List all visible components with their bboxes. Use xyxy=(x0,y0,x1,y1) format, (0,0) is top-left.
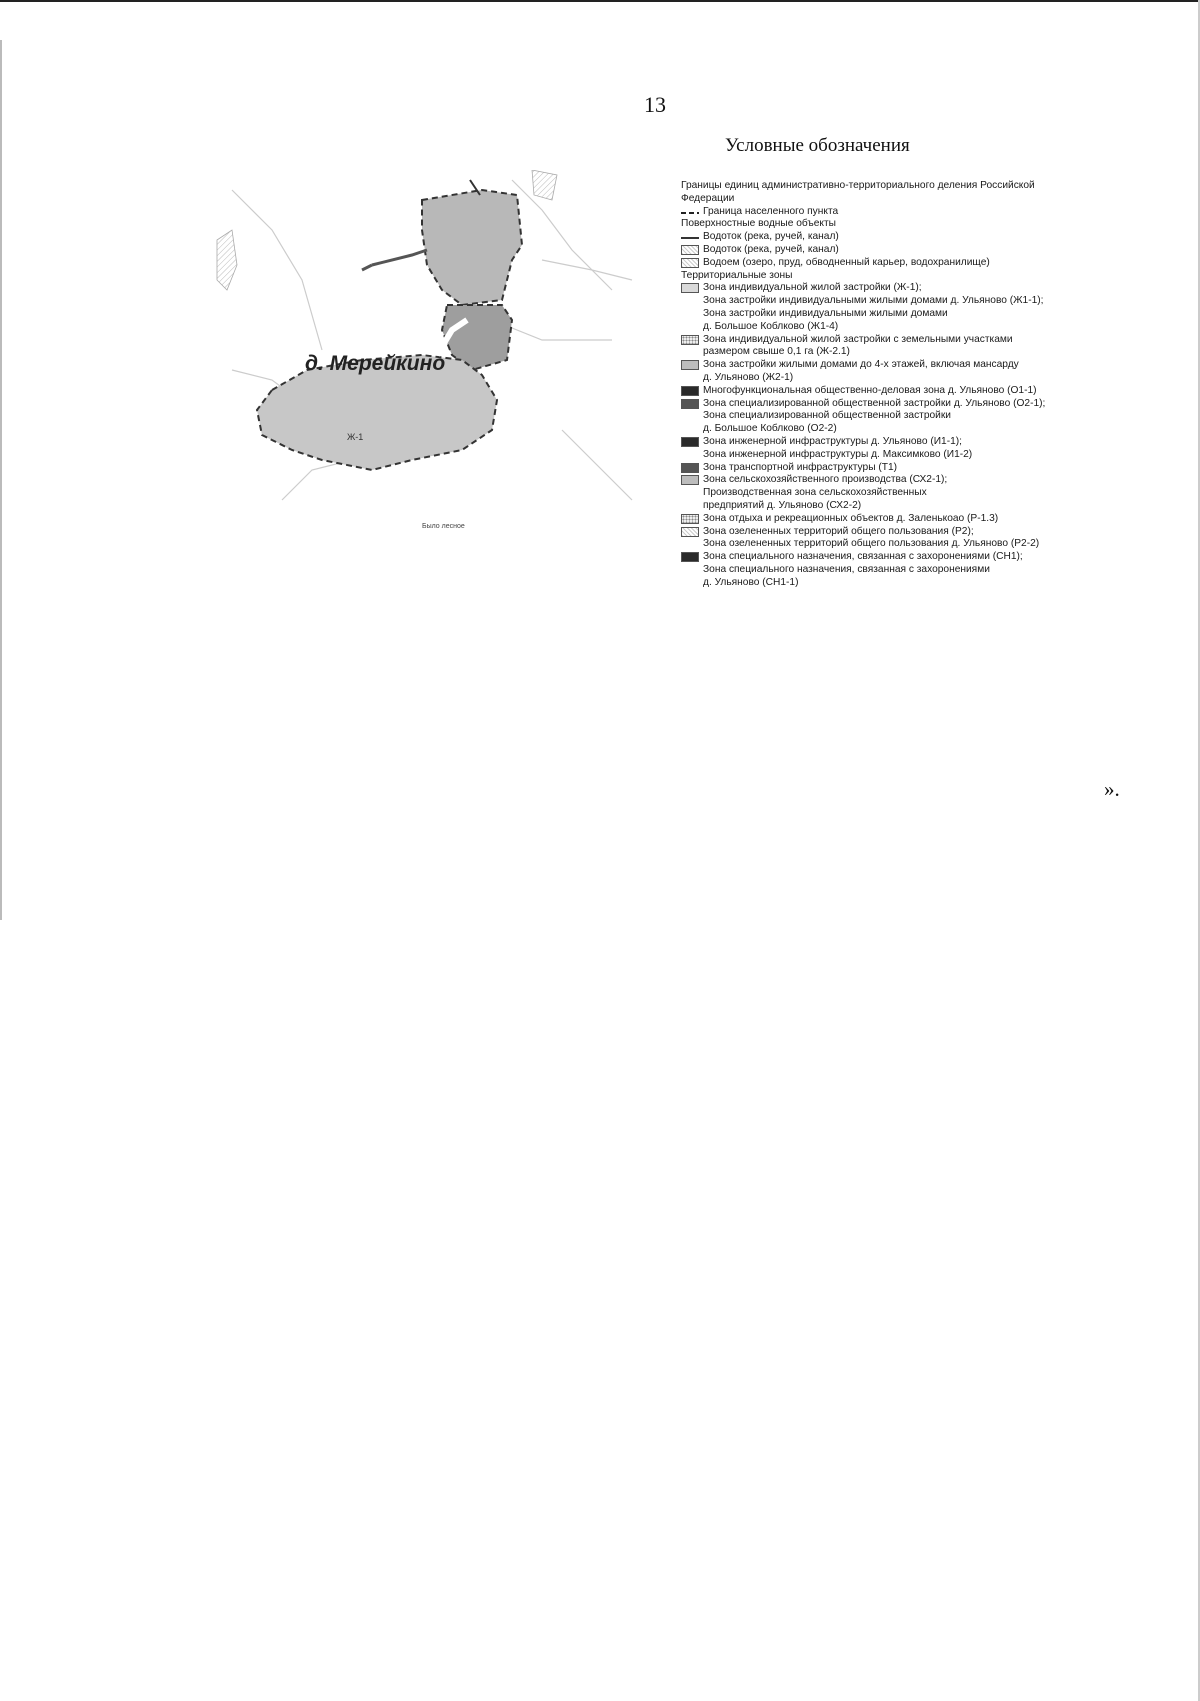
legend-item xyxy=(681,359,1081,372)
legend-swatch xyxy=(681,552,699,562)
legend-title: Условные обозначения xyxy=(725,135,910,156)
legend-item-label: Зона специального назначения, связанная с захоронениями (СН1); xyxy=(703,551,1023,563)
legend-item xyxy=(681,308,1081,321)
legend-item xyxy=(681,551,1081,564)
legend-item-label: Зона транспортной инфраструктуры (Т1) xyxy=(703,461,898,473)
legend-item-label: Водоем (озеро, пруд, обводненный карьер, водохранилище) xyxy=(703,256,990,268)
legend-item xyxy=(681,206,1081,219)
legend-item-label: предприятий д. Ульяново (СХ2-2) xyxy=(703,499,862,511)
legend-swatch xyxy=(681,283,699,293)
legend-swatch xyxy=(681,258,699,268)
legend-item xyxy=(681,321,1081,334)
legend-item-label: Зона специального назначения, связанная с захоронениями xyxy=(703,563,990,575)
legend-item-label: Зона инженерной инфраструктуры д. Максимково (И1-2) xyxy=(703,448,973,460)
legend-item-label: Зона специализированной общественной застройки д. Ульяново (О2-1); xyxy=(703,397,1046,409)
legend-item-label: д. Ульяново (СН1-1) xyxy=(703,576,799,588)
legend-item-label: Производственная зона сельскохозяйственных xyxy=(703,487,927,499)
legend-item xyxy=(681,295,1081,308)
legend-swatch xyxy=(681,399,699,409)
legend-item-label: Водоток (река, ручей, канал) xyxy=(703,231,839,243)
legend-item xyxy=(681,526,1081,539)
scan-border-left xyxy=(0,40,2,920)
legend-item xyxy=(681,218,1081,231)
legend-item xyxy=(681,372,1081,385)
legend-item xyxy=(681,346,1081,359)
legend-item-label: д. Ульяново (Ж2-1) xyxy=(703,371,794,383)
legend-item-label: Зона инженерной инфраструктуры д. Ульяново (И1-1); xyxy=(703,435,963,447)
legend-item-label: д. Большое Коблково (Ж1-4) xyxy=(703,320,839,332)
legend-item-label: Зона специализированной общественной застройки xyxy=(703,410,952,422)
legend-item xyxy=(681,410,1081,423)
legend-item xyxy=(681,270,1081,283)
legend-item xyxy=(681,257,1081,270)
legend-swatch xyxy=(681,212,699,214)
legend-item xyxy=(681,244,1081,257)
legend-item xyxy=(681,500,1081,513)
legend-item xyxy=(681,513,1081,526)
legend-item-label: Зона застройки жилыми домами до 4-х этажей, включая мансарду xyxy=(703,359,1019,371)
legend-item-label: размером свыше 0,1 га (Ж-2.1) xyxy=(703,346,850,358)
legend-item-label: Границы единиц административно-территориального деления Российской Федерации xyxy=(681,180,1035,204)
legend-swatch xyxy=(681,527,699,537)
legend-swatch xyxy=(681,475,699,485)
legend-swatch xyxy=(681,437,699,447)
legend-item xyxy=(681,462,1081,475)
legend-item-label: Зона озелененных территорий общего пользования д. Ульяново (Р2-2) xyxy=(703,538,1040,550)
legend-item xyxy=(681,282,1081,295)
closing-quote: ». xyxy=(1104,777,1120,801)
legend-item xyxy=(681,449,1081,462)
scan-border-top xyxy=(0,0,1200,2)
legend-item-label: Зона застройки индивидуальными жилыми домами xyxy=(703,307,948,319)
settlement-label: д. Мерейкино xyxy=(305,352,446,375)
legend-item xyxy=(681,577,1081,590)
zone-upper xyxy=(422,190,522,305)
legend-swatch xyxy=(681,514,699,524)
legend-item-label: д. Большое Коблково (О2-2) xyxy=(703,423,837,435)
legend-swatch xyxy=(681,245,699,255)
legend-item xyxy=(681,487,1081,500)
legend-item-label: Зона сельскохозяйственного производства (СХ2-1); xyxy=(703,474,948,486)
page-number: 13 xyxy=(644,92,666,117)
map-caption: Было лесное xyxy=(422,523,465,530)
legend-swatch xyxy=(681,386,699,396)
legend-item xyxy=(681,385,1081,398)
legend-item xyxy=(681,423,1081,436)
legend-item-label: Водоток (река, ручей, канал) xyxy=(703,243,839,255)
legend-item-label: Поверхностные водные объекты xyxy=(681,218,836,230)
access-road xyxy=(372,250,427,265)
legend-item-label: Граница населенного пункта xyxy=(703,205,839,217)
legend xyxy=(681,180,1081,590)
legend-swatch xyxy=(681,237,699,239)
legend-item-label: Зона индивидуальной жилой застройки с земельными участками xyxy=(703,333,1013,345)
legend-item xyxy=(681,398,1081,411)
legend-item xyxy=(681,180,1081,206)
legend-item-label: Зона индивидуальной жилой застройки (Ж-1); xyxy=(703,282,922,294)
legend-item-label: Зона отдыха и рекреационных объектов д. Заленькоао (Р-1.3) xyxy=(703,512,999,524)
legend-swatch xyxy=(681,335,699,345)
legend-item xyxy=(681,334,1081,347)
legend-item xyxy=(681,538,1081,551)
legend-item xyxy=(681,474,1081,487)
legend-item xyxy=(681,436,1081,449)
legend-swatch xyxy=(681,463,699,473)
legend-item-label: Зона застройки индивидуальными жилыми домами д. Ульяново (Ж1-1); xyxy=(703,295,1044,307)
legend-swatch xyxy=(681,360,699,370)
legend-item-label: Многофункциональная общественно-деловая зона д. Ульяново (О1-1) xyxy=(703,384,1037,396)
legend-item xyxy=(681,231,1081,244)
legend-item-label: Территориальные зоны xyxy=(681,269,793,281)
zone-code-label: Ж-1 xyxy=(347,432,364,442)
legend-item xyxy=(681,564,1081,577)
legend-item-label: Зона озелененных территорий общего пользования (Р2); xyxy=(703,525,974,537)
